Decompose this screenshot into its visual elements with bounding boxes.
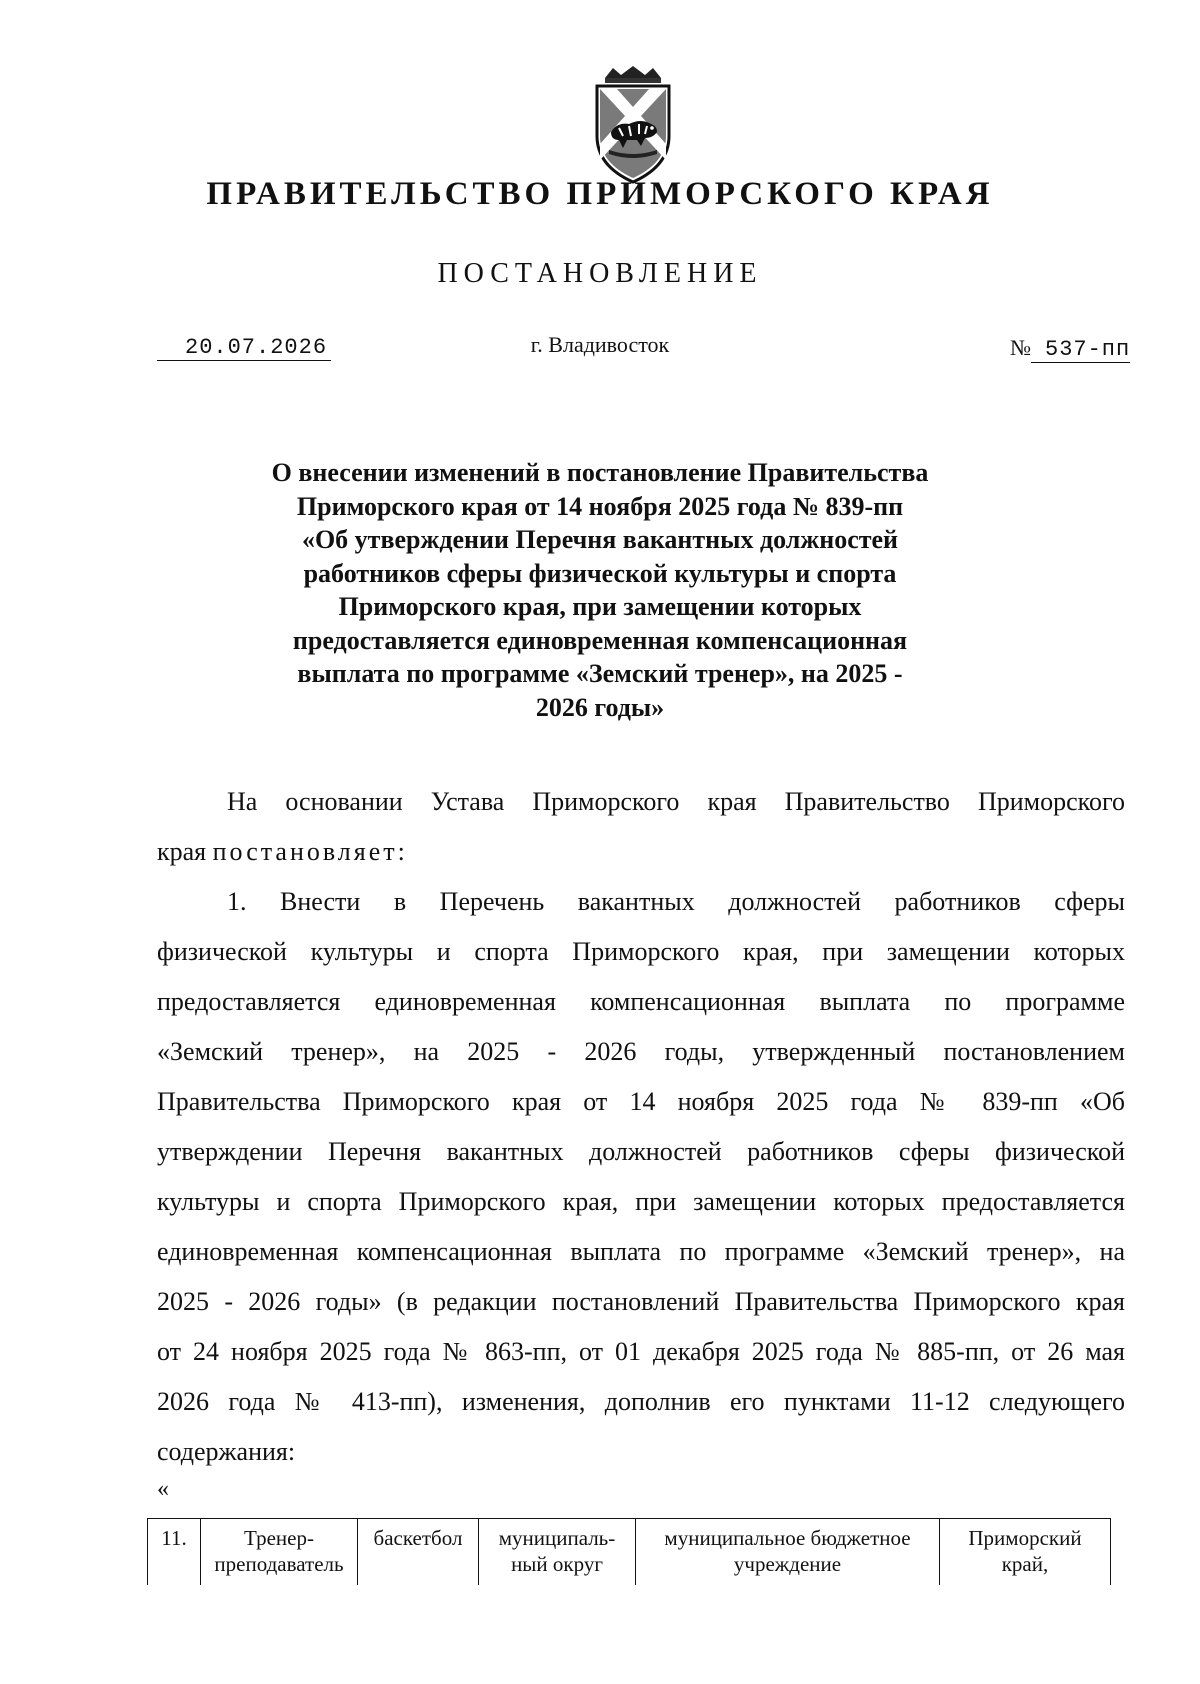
document-city: г. Владивосток — [530, 332, 670, 357]
body-line: единовременная компенсационная выплата по программе «Земский тренер», на — [157, 1237, 1125, 1266]
cell-institution: муниципальное бюджетное учреждение — [636, 1519, 940, 1586]
body-line: утверждении Перечня вакантных должностей работников сферы физической — [157, 1137, 1125, 1166]
document-heading — [200, 456, 1000, 724]
number-value: 537-пп — [1031, 337, 1130, 363]
body-line: 1. Внести в Перечень вакантных должностей работников сферы — [227, 887, 1125, 916]
heading-line: работников сферы физической культуры и спорта — [303, 558, 897, 588]
cell-territory: муниципаль-ный округ — [479, 1519, 636, 1586]
body-line-prefix: края — [157, 837, 207, 866]
number-prefix: № — [1010, 335, 1031, 360]
body-line: 2026 года № 413-пп), изменения, дополнив его пунктами 11-12 следующего — [157, 1387, 1125, 1416]
heading-line: Приморского края, при замещении которых — [338, 592, 862, 621]
cell-region: Приморский край, — [940, 1519, 1111, 1586]
heading-line: 2026 годы» — [535, 692, 665, 722]
document-number — [1010, 335, 1130, 362]
body-line: содержания: — [157, 1437, 296, 1466]
cell-sport: баскетбол — [358, 1519, 479, 1586]
body-line: от 24 ноября 2025 года № 863-пп, от 01 декабря 2025 года № 885-пп, от 26 мая — [157, 1337, 1125, 1366]
coat-of-arms-icon — [583, 66, 683, 186]
document-type: ПОСТАНОВЛЕНИЕ — [437, 258, 763, 289]
body-line: На основании Устава Приморского края Правительство Приморского — [227, 787, 1125, 816]
positions-table — [147, 1518, 1111, 1585]
heading-line: О внесении изменений в постановление Правительства — [271, 458, 929, 487]
heading-line: Приморского края от 14 ноября 2025 года № 839-пп — [296, 491, 904, 521]
heading-line: выплата по программе «Земский тренер», на 2025 - — [297, 659, 903, 688]
body-line: Правительства Приморского края от 14 ноября 2025 года № 839-пп «Об — [157, 1087, 1125, 1116]
government-title: ПРАВИТЕЛЬСТВО ПРИМОРСКОГО КРАЯ — [206, 176, 994, 212]
body-line: культуры и спорта Приморского края, при замещении которых предоставляется — [157, 1187, 1125, 1216]
cell-position: Тренер-преподаватель — [201, 1519, 358, 1586]
document-date: 20.07.2026 — [157, 335, 331, 361]
cell-number: 11. — [148, 1519, 201, 1586]
open-quote: « — [157, 1476, 169, 1502]
heading-line: «Об утверждении Перечня вакантных должностей — [301, 525, 899, 554]
body-line: физической культуры и спорта Приморского края, при замещении которых — [157, 937, 1125, 966]
body-line: предоставляется единовременная компенсационная выплата по программе — [157, 987, 1125, 1016]
resolves-word: постановляет: — [212, 837, 408, 866]
document-body — [157, 777, 1125, 1477]
heading-line: предоставляется единовременная компенсационная — [292, 625, 908, 655]
table-row — [148, 1519, 1111, 1586]
body-line: «Земский тренер», на 2025 - 2026 годы, утвержденный постановлением — [157, 1037, 1125, 1066]
body-line: 2025 - 2026 годы» (в редакции постановлений Правительства Приморского края — [157, 1287, 1125, 1316]
body-line — [157, 827, 1125, 877]
